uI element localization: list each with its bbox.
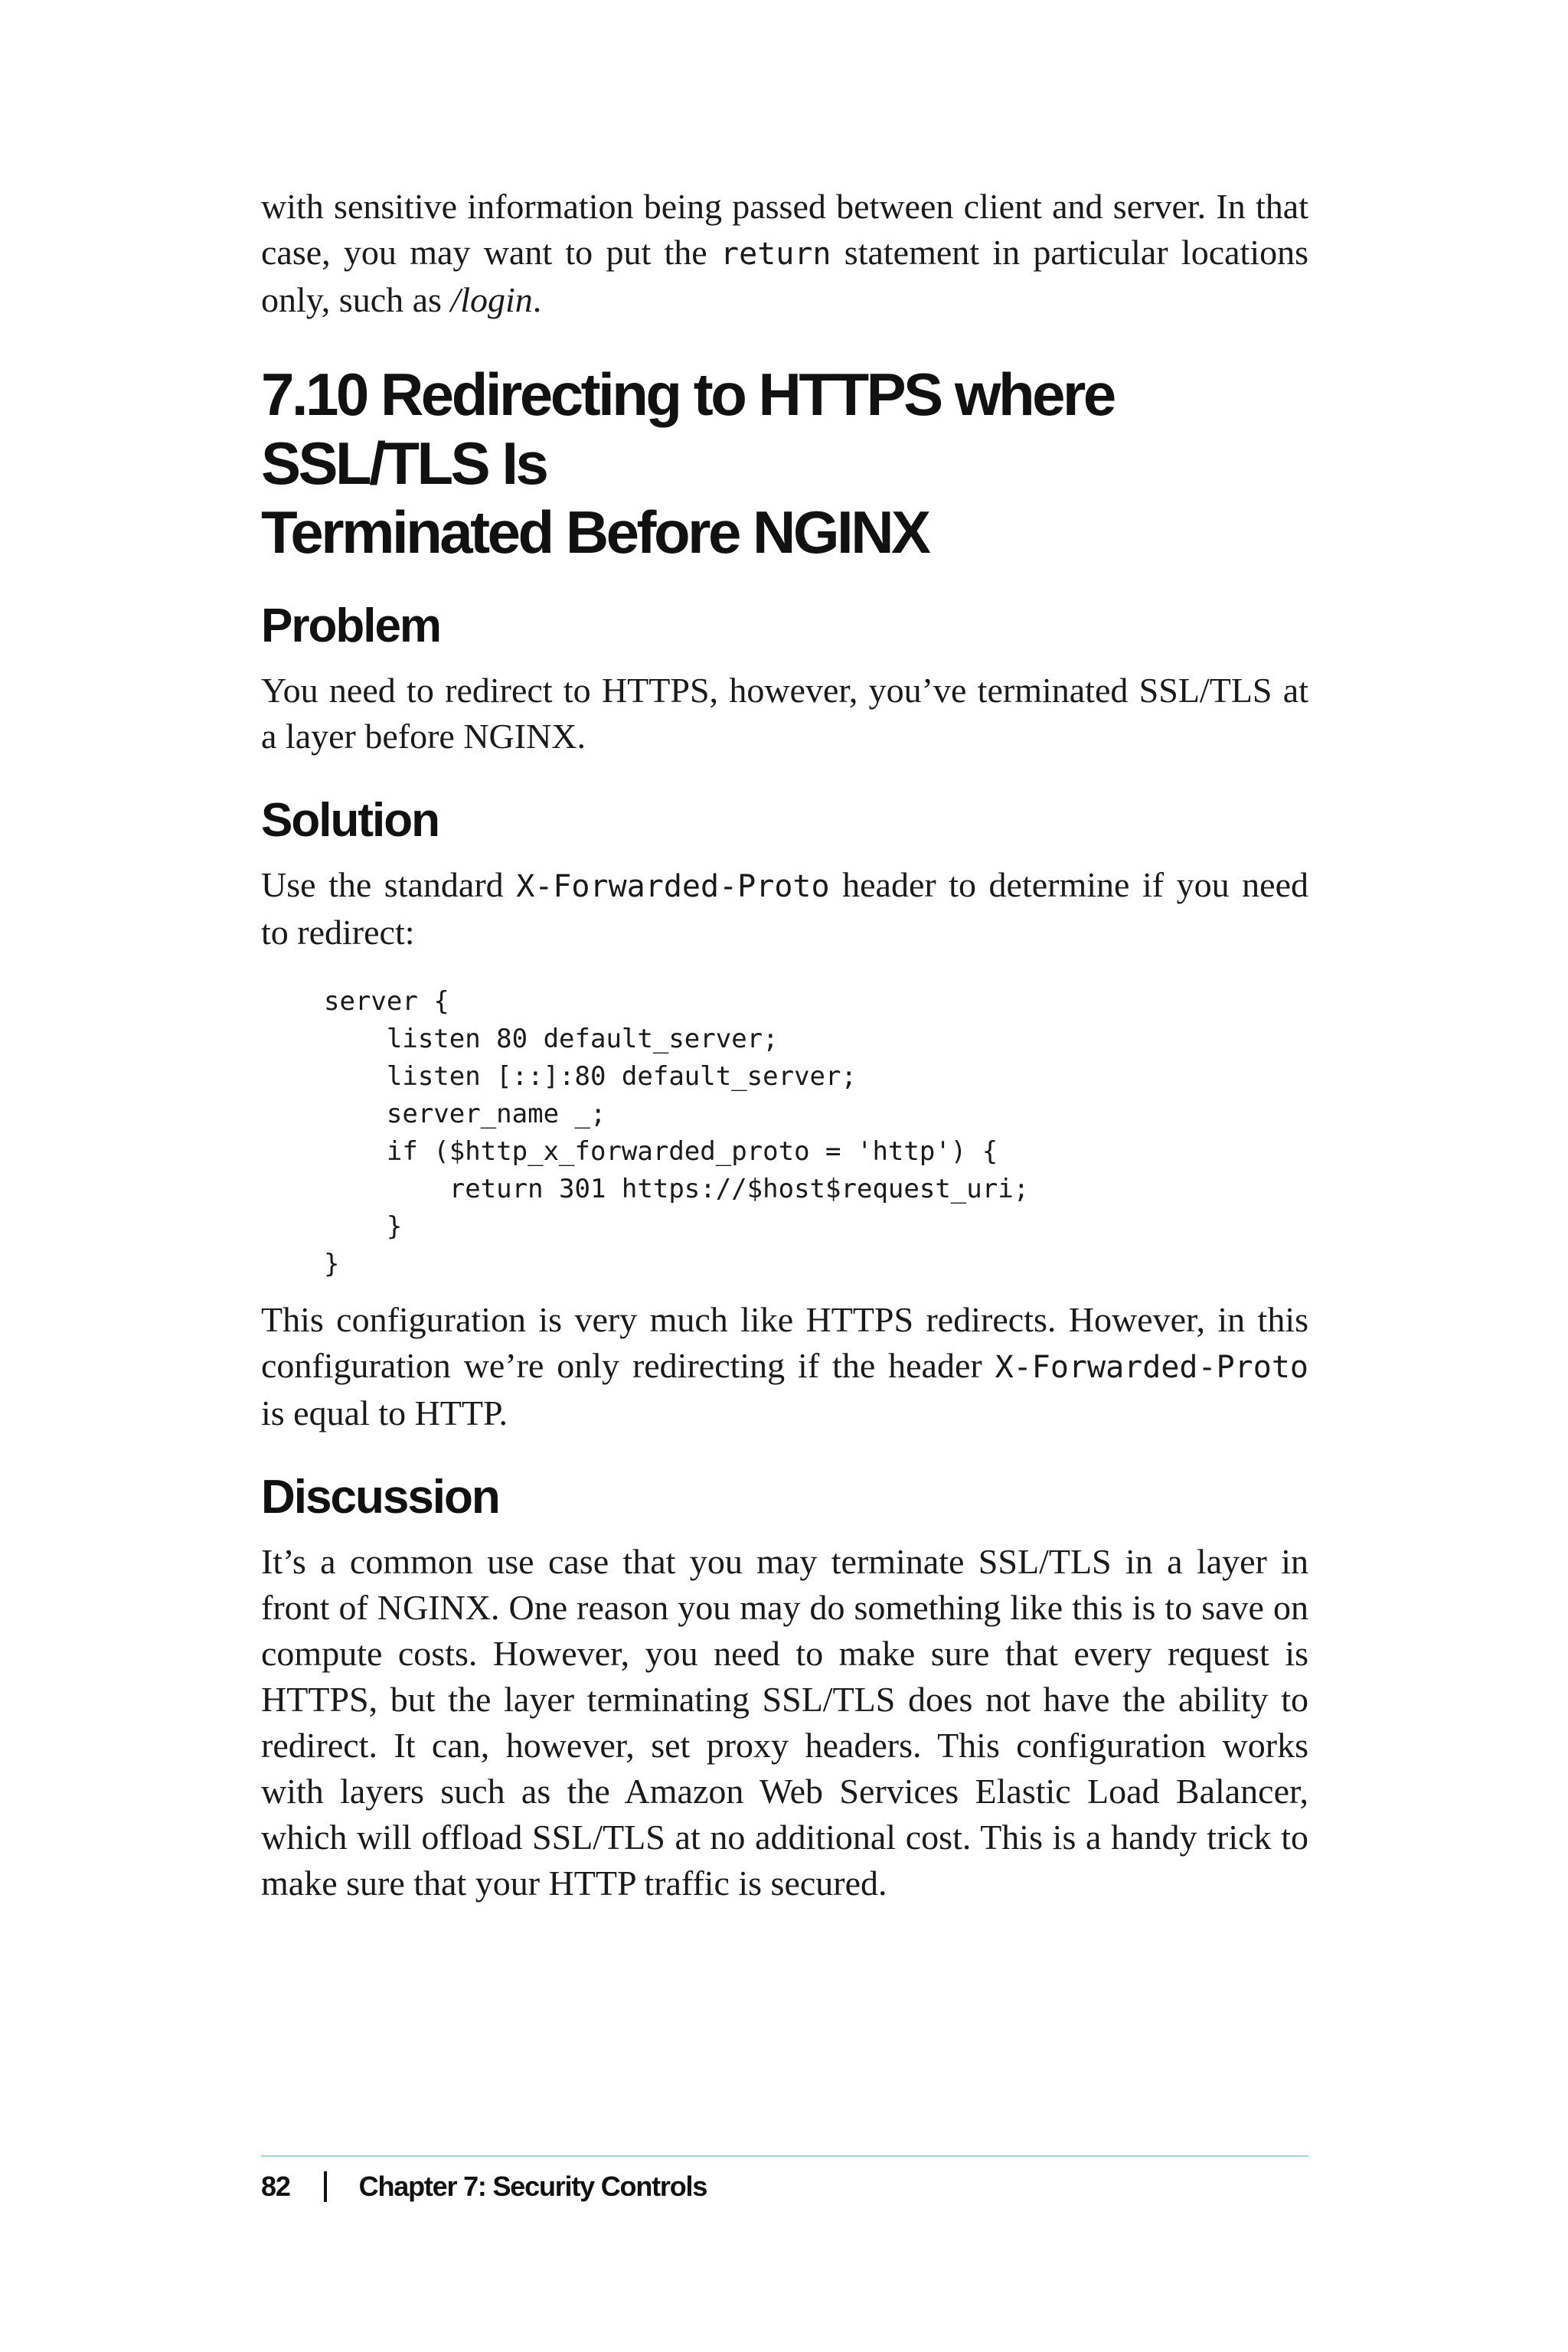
page-content bbox=[261, 184, 1308, 1906]
problem-heading: Problem bbox=[261, 599, 441, 652]
solution-heading: Solution bbox=[261, 794, 439, 847]
followup-inline-code: X-Forwarded-Proto bbox=[995, 1350, 1308, 1385]
problem-paragraph: You need to redirect to HTTPS, however, you’ve terminated SSL/TLS at a layer before NGINX. bbox=[261, 671, 1308, 756]
solution-inline-code: X-Forwarded-Proto bbox=[516, 869, 830, 904]
footer-separator bbox=[324, 2171, 327, 2202]
intro-inline-code: return bbox=[720, 237, 831, 272]
nginx-code-block: server { listen 80 default_server; listen [::]:80 default_server; server_name _; if ($http_x_forwarded_proto = 'http') { return 301 https://$host$request_uri; } } bbox=[324, 986, 1030, 1279]
page-footer bbox=[261, 2168, 707, 2205]
intro-text-2: statement in particular locations only, such as bbox=[261, 233, 1309, 319]
followup-text-2: is equal to HTTP. bbox=[261, 1393, 508, 1432]
discussion-paragraph: It’s a common use case that you may terminate SSL/TLS in a layer in front of NGINX. One reason you may do something like this is to save on compute costs. However, you need to make sure that every request is HTTPS, but the layer terminating SSL/TLS does not have the ability to redirect. It can, however, set proxy headers. This configuration works with layers such as the Amazon Web Services Elastic Load Balancer, which will offload SSL/TLS at no additional cost. This is a handy trick to make sure that your HTTP traffic is secured. bbox=[261, 1542, 1308, 1903]
footer-rule bbox=[261, 2155, 1308, 2157]
chapter-label: Chapter 7: Security Controls bbox=[358, 2171, 707, 2202]
discussion-heading: Discussion bbox=[261, 1471, 499, 1524]
page-number: 82 bbox=[261, 2171, 290, 2202]
section-title bbox=[261, 360, 1308, 567]
section-title-line-1: 7.10 Redirecting to HTTPS where SSL/TLS Is bbox=[261, 361, 1114, 497]
intro-text-3: . bbox=[532, 280, 542, 319]
solution-text-1: Use the standard bbox=[261, 865, 517, 904]
solution-followup-paragraph bbox=[261, 1297, 1308, 1436]
solution-paragraph bbox=[261, 862, 1308, 956]
intro-paragraph bbox=[261, 184, 1308, 323]
followup-text-1: This configuration is very much like HTTPS redirects. However, in this configuration we’re only redirecting if the header bbox=[261, 1300, 1308, 1385]
intro-italic-path: /login bbox=[450, 280, 533, 319]
section-title-line-2: Terminated Before NGINX bbox=[261, 498, 929, 566]
solution-text-2: header to determine if you need to redirect: bbox=[261, 865, 1308, 952]
intro-text-1: with sensitive information being passed between client and server. In that case, you may want to put the bbox=[261, 187, 1308, 272]
